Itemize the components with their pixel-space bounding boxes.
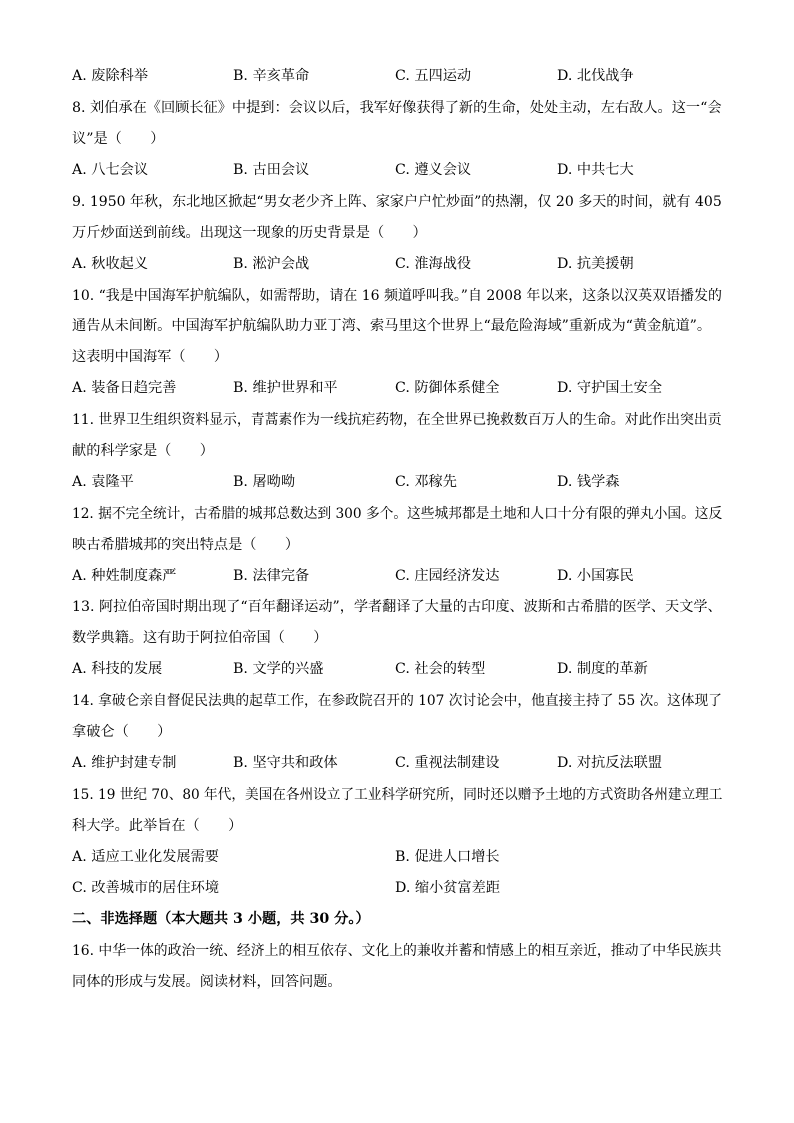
- question-15-stem-line-2: 科大学。此举旨在（ ）: [72, 818, 243, 834]
- question-13-stem-line-2: 数学典籍。这有助于阿拉伯帝国（ ）: [72, 630, 328, 646]
- option-b: B. 法律完备: [233, 568, 310, 584]
- option-b: B. 古田会议: [233, 162, 310, 178]
- option-c: C. 改善城市的居住环境: [72, 880, 220, 896]
- option-a: A. 秋收起义: [72, 256, 149, 272]
- option-a: A. 种姓制度森严: [72, 568, 177, 584]
- option-d: D. 北伐战争: [557, 68, 634, 84]
- question-9-stem-line-2: 万斤炒面送到前线。出现这一现象的历史背景是（ ）: [72, 225, 427, 241]
- question-8-stem-line-2: 议”是（ ）: [72, 131, 165, 147]
- option-d: D. 中共七大: [557, 162, 634, 178]
- option-c: C. 重视法制建设: [395, 755, 500, 771]
- option-a: A. 适应工业化发展需要: [72, 849, 219, 865]
- option-a: A. 废除科举: [72, 68, 149, 84]
- option-b: B. 坚守共和政体: [233, 755, 338, 771]
- option-c: C. 社会的转型: [395, 661, 486, 677]
- option-b: B. 文学的兴盛: [233, 661, 324, 677]
- question-11-stem-line-2: 献的科学家是（ ）: [72, 443, 214, 459]
- option-c: C. 防御体系健全: [395, 380, 500, 396]
- option-b: B. 辛亥革命: [233, 68, 310, 84]
- option-c: C. 遵义会议: [395, 162, 472, 178]
- option-a: A. 装备日趋完善: [72, 380, 177, 396]
- option-a: A. 八七会议: [72, 162, 149, 178]
- question-16-stem-line-1: 16. 中华一体的政治一统、经济上的相互依存、文化上的兼收并蓄和情感上的相互亲近，推动了中华民族共: [72, 943, 722, 959]
- option-a: A. 维护封建专制: [72, 755, 177, 771]
- option-b: B. 促进人口增长: [395, 849, 500, 865]
- question-11-stem-line-1: 11. 世界卫生组织资料显示，青蒿素作为一线抗疟药物，在全世界已挽救数百万人的生命。对此作出突出贡: [72, 412, 722, 428]
- option-c: C. 邓稼先: [395, 474, 457, 490]
- option-d: D. 对抗反法联盟: [557, 755, 663, 771]
- option-d: D. 制度的革新: [557, 661, 648, 677]
- option-b: B. 屠呦呦: [233, 474, 296, 490]
- option-d: D. 抗美援朝: [557, 256, 634, 272]
- question-8-stem-line-1: 8. 刘伯承在《回顾长征》中提到：会议以后，我军好像获得了新的生命，处处主动，左右敌人。这一“会: [72, 100, 722, 116]
- option-b: B. 淞沪会战: [233, 256, 310, 272]
- option-c: C. 淮海战役: [395, 256, 472, 272]
- option-d: D. 小国寡民: [557, 568, 634, 584]
- question-12-stem-line-2: 映古希腊城邦的突出特点是（ ）: [72, 537, 300, 553]
- option-c: C. 五四运动: [395, 68, 472, 84]
- option-d: D. 缩小贫富差距: [395, 880, 501, 896]
- option-c: C. 庄园经济发达: [395, 568, 500, 584]
- question-12-stem-line-1: 12. 据不完全统计，古希腊的城邦总数达到 300 多个。这些城邦都是土地和人口十分有限的弹丸小国。这反: [72, 506, 723, 522]
- question-16-stem-line-2: 同体的形成与发展。阅读材料，回答问题。: [72, 974, 342, 990]
- question-9-stem-line-1: 9. 1950 年秋，东北地区掀起“男女老少齐上阵、家家户户忙炒面”的热潮，仅 20 多天的时间，就有 405: [72, 194, 722, 210]
- question-10-stem-line-3: 这表明中国海军（ ）: [72, 349, 229, 365]
- option-d: D. 钱学森: [557, 474, 620, 490]
- option-a: A. 科技的发展: [72, 661, 163, 677]
- question-10-stem-line-1: 10. “我是中国海军护航编队，如需帮助，请在 16 频道呼叫我。”自 2008 年以来，这条以汉英双语播发的: [72, 288, 722, 304]
- question-13-stem-line-1: 13. 阿拉伯帝国时期出现了“百年翻译运动”，学者翻译了大量的古印度、波斯和古希腊的医学、天文学、: [72, 599, 722, 615]
- question-15-stem-line-1: 15. 19 世纪 70、80 年代，美国在各州设立了工业科学研究所，同时还以赠予土地的方式资助各州建立理工: [72, 787, 723, 803]
- question-14-stem-line-2: 拿破仑（ ）: [72, 724, 172, 740]
- question-10-stem-line-2: 通告从未间断。中国海军护航编队助力亚丁湾、索马里这个世界上“最危险海域”重新成为“黄金航道”。: [72, 318, 712, 334]
- option-a: A. 袁隆平: [72, 474, 134, 490]
- option-d: D. 守护国土安全: [557, 380, 663, 396]
- option-b: B. 维护世界和平: [233, 380, 338, 396]
- question-14-stem-line-1: 14. 拿破仑亲自督促民法典的起草工作，在参政院召开的 107 次讨论会中，他直接主持了 55 次。这体现了: [72, 693, 722, 709]
- section-heading: 二、非选择题（本大题共 3 小题，共 30 分。）: [72, 911, 370, 927]
